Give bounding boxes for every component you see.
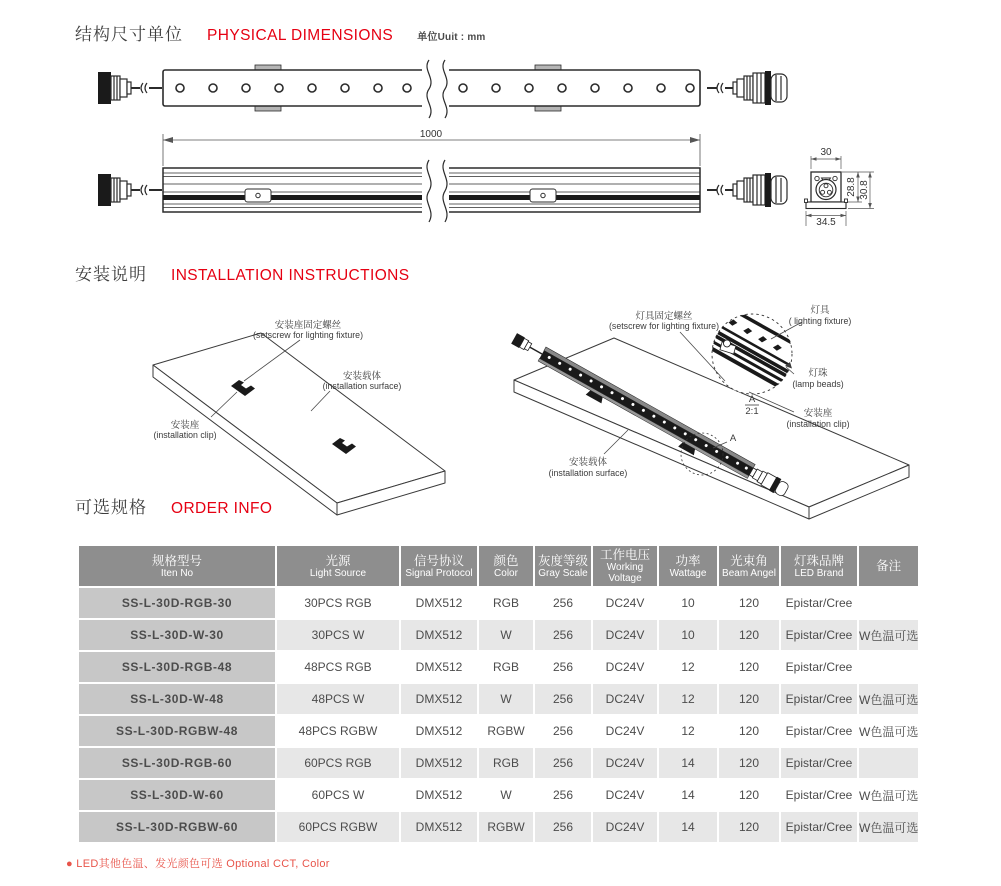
data-cell: 14 bbox=[659, 812, 717, 842]
data-cell: Epistar/Cree bbox=[781, 684, 857, 714]
data-cell: DMX512 bbox=[401, 780, 477, 810]
column-header: 颜色 Color bbox=[479, 546, 533, 586]
data-cell: DC24V bbox=[593, 716, 657, 746]
column-header: 光源 Light Source bbox=[277, 546, 399, 586]
base-plate bbox=[806, 202, 846, 209]
data-cell: DC24V bbox=[593, 748, 657, 778]
data-cell: 12 bbox=[659, 684, 717, 714]
data-cell: Epistar/Cree bbox=[781, 588, 857, 618]
data-cell: 120 bbox=[719, 748, 779, 778]
data-cell: DMX512 bbox=[401, 588, 477, 618]
data-cell: Epistar/Cree bbox=[781, 748, 857, 778]
footnote: ● LED其他色温、发光颜色可选 Optional CCT, Color bbox=[66, 858, 330, 870]
data-cell: W色温可选 bbox=[859, 620, 918, 650]
setscrew-label-en: (setscrew for lighting fixture) bbox=[253, 330, 363, 340]
data-cell: DMX512 bbox=[401, 812, 477, 842]
led-bar-top-view-drawing bbox=[95, 58, 795, 122]
order-table bbox=[77, 544, 920, 844]
data-cell: 48PCS W bbox=[277, 684, 399, 714]
data-cell: 60PCS W bbox=[277, 780, 399, 810]
order-info-title bbox=[75, 493, 272, 518]
data-cell: 120 bbox=[719, 620, 779, 650]
data-cell: DC24V bbox=[593, 652, 657, 682]
column-header: 备注 bbox=[859, 546, 918, 586]
data-cell: Epistar/Cree bbox=[781, 780, 857, 810]
section-title-en: INSTALLATION INSTRUCTIONS bbox=[171, 267, 410, 284]
item-no-cell: SS-L-30D-W-30 bbox=[79, 620, 275, 650]
data-cell bbox=[859, 748, 918, 778]
column-header: 灯珠品牌 LED Brand bbox=[781, 546, 857, 586]
data-cell: 60PCS RGBW bbox=[277, 812, 399, 842]
setscrew-label-zh: 安装座固定螺丝 bbox=[274, 320, 342, 331]
data-cell: RGBW bbox=[479, 812, 533, 842]
section-title-zh: 可选规格 bbox=[75, 498, 147, 517]
cross-section-drawing bbox=[790, 138, 970, 253]
data-cell: 14 bbox=[659, 780, 717, 810]
order-table-wrap bbox=[77, 544, 920, 844]
clip-label-en: (installation clip) bbox=[786, 419, 850, 429]
data-cell: 12 bbox=[659, 652, 717, 682]
data-cell: DMX512 bbox=[401, 652, 477, 682]
data-cell: 14 bbox=[659, 748, 717, 778]
data-cell: DMX512 bbox=[401, 748, 477, 778]
data-cell: DC24V bbox=[593, 780, 657, 810]
section-title-zh: 结构尺寸单位 bbox=[75, 25, 183, 44]
data-cell: W bbox=[479, 620, 533, 650]
column-header: 工作电压 Working Voltage bbox=[593, 546, 657, 586]
data-cell: 256 bbox=[535, 716, 591, 746]
data-cell: W色温可选 bbox=[859, 716, 918, 746]
data-cell: 120 bbox=[719, 588, 779, 618]
height-dimension-label: 28.8 bbox=[846, 177, 857, 197]
data-cell bbox=[859, 588, 918, 618]
data-cell: 48PCS RGBW bbox=[277, 716, 399, 746]
column-header: 灰度等级 Gray Scale bbox=[535, 546, 591, 586]
installation-diagram-clips bbox=[125, 295, 495, 520]
data-cell: 120 bbox=[719, 716, 779, 746]
table-row bbox=[79, 716, 918, 746]
data-cell: W色温可选 bbox=[859, 780, 918, 810]
detail-ref-label: A bbox=[729, 433, 737, 444]
table-row bbox=[79, 780, 918, 810]
column-header: 规格型号 Iten No bbox=[79, 546, 275, 586]
data-cell: 30PCS W bbox=[277, 620, 399, 650]
data-cell: DMX512 bbox=[401, 620, 477, 650]
order-table-body bbox=[79, 588, 918, 842]
data-cell: 120 bbox=[719, 652, 779, 682]
item-no-cell: SS-L-30D-RGBW-48 bbox=[79, 716, 275, 746]
beads-label-zh: 灯珠 bbox=[808, 368, 828, 379]
clip-label-zh: 安装座 bbox=[170, 420, 200, 431]
width-dimension-label: 30 bbox=[820, 147, 832, 158]
data-cell: 256 bbox=[535, 620, 591, 650]
setscrew-label-en: (setscrew for lighting fixture) bbox=[609, 321, 719, 331]
item-no-cell: SS-L-30D-RGB-30 bbox=[79, 588, 275, 618]
table-row bbox=[79, 684, 918, 714]
data-cell: DC24V bbox=[593, 588, 657, 618]
break-symbol bbox=[422, 60, 449, 118]
table-row bbox=[79, 588, 918, 618]
data-cell: 30PCS RGB bbox=[277, 588, 399, 618]
data-cell: 10 bbox=[659, 620, 717, 650]
surface-label-zh: 安装载体 bbox=[342, 371, 382, 382]
data-cell: 256 bbox=[535, 652, 591, 682]
fixture-label-zh: 灯具 bbox=[810, 305, 830, 316]
led-bar-side-view-drawing bbox=[95, 126, 795, 242]
item-no-cell: SS-L-30D-RGB-48 bbox=[79, 652, 275, 682]
item-no-cell: SS-L-30D-W-60 bbox=[79, 780, 275, 810]
data-cell: W色温可选 bbox=[859, 684, 918, 714]
item-no-cell: SS-L-30D-RGBW-60 bbox=[79, 812, 275, 842]
order-table-head-row bbox=[79, 546, 918, 586]
data-cell bbox=[859, 652, 918, 682]
data-cell: 48PCS RGB bbox=[277, 652, 399, 682]
unit-note: 单位Uuit : mm bbox=[417, 32, 486, 43]
data-cell: 256 bbox=[535, 684, 591, 714]
data-cell: RGB bbox=[479, 748, 533, 778]
data-cell: Epistar/Cree bbox=[781, 652, 857, 682]
setscrew-label-zh: 灯具固定螺丝 bbox=[635, 311, 693, 322]
table-row bbox=[79, 620, 918, 650]
column-header: 光束角 Beam Angel bbox=[719, 546, 779, 586]
data-cell: 12 bbox=[659, 716, 717, 746]
surface-label-zh: 安装载体 bbox=[568, 457, 608, 468]
data-cell: W色温可选 bbox=[859, 812, 918, 842]
data-cell: RGB bbox=[479, 588, 533, 618]
data-cell: DMX512 bbox=[401, 716, 477, 746]
data-cell: W bbox=[479, 684, 533, 714]
clip-label-zh: 安装座 bbox=[803, 408, 833, 419]
table-row bbox=[79, 652, 918, 682]
data-cell: 256 bbox=[535, 780, 591, 810]
data-cell: RGBW bbox=[479, 716, 533, 746]
column-header: 功率 Wattage bbox=[659, 546, 717, 586]
clip-label-en: (installation clip) bbox=[153, 430, 217, 440]
section-title-en: ORDER INFO bbox=[171, 500, 273, 517]
data-cell: 120 bbox=[719, 684, 779, 714]
data-cell: 60PCS RGB bbox=[277, 748, 399, 778]
data-cell: W bbox=[479, 780, 533, 810]
table-row bbox=[79, 748, 918, 778]
data-cell: RGB bbox=[479, 652, 533, 682]
installation-instructions-title bbox=[75, 260, 410, 285]
break-symbol bbox=[422, 160, 449, 222]
data-cell: DC24V bbox=[593, 620, 657, 650]
section-title-en: PHYSICAL DIMENSIONS bbox=[207, 27, 394, 44]
surface-label-en: (installation surface) bbox=[548, 468, 628, 478]
overall-height-dimension-label: 30.8 bbox=[859, 180, 870, 200]
surface-label-en: (installation surface) bbox=[322, 381, 402, 391]
detail-scale-ratio: 2:1 bbox=[745, 406, 759, 417]
beads-label-en: (lamp beads) bbox=[792, 379, 844, 389]
data-cell: 120 bbox=[719, 780, 779, 810]
data-cell: DC24V bbox=[593, 812, 657, 842]
data-cell: 10 bbox=[659, 588, 717, 618]
data-cell: Epistar/Cree bbox=[781, 716, 857, 746]
physical-dimensions-title bbox=[75, 20, 486, 45]
data-cell: 256 bbox=[535, 588, 591, 618]
section-title-zh: 安装说明 bbox=[75, 265, 147, 284]
item-no-cell: SS-L-30D-W-48 bbox=[79, 684, 275, 714]
data-cell: 256 bbox=[535, 748, 591, 778]
base-width-dimension-label: 34.5 bbox=[816, 217, 836, 228]
data-cell: 256 bbox=[535, 812, 591, 842]
data-cell: 120 bbox=[719, 812, 779, 842]
data-cell: Epistar/Cree bbox=[781, 620, 857, 650]
data-cell: DMX512 bbox=[401, 684, 477, 714]
detail-scale-letter: A bbox=[748, 394, 756, 405]
item-no-cell: SS-L-30D-RGB-60 bbox=[79, 748, 275, 778]
length-dimension-label: 1000 bbox=[419, 129, 443, 140]
installation-diagram-fixture bbox=[498, 292, 978, 522]
table-row bbox=[79, 812, 918, 842]
fixture-label-en: ( lighting fixture) bbox=[788, 316, 852, 326]
data-cell: DC24V bbox=[593, 684, 657, 714]
data-cell: Epistar/Cree bbox=[781, 812, 857, 842]
column-header: 信号协议 Signal Protocol bbox=[401, 546, 477, 586]
